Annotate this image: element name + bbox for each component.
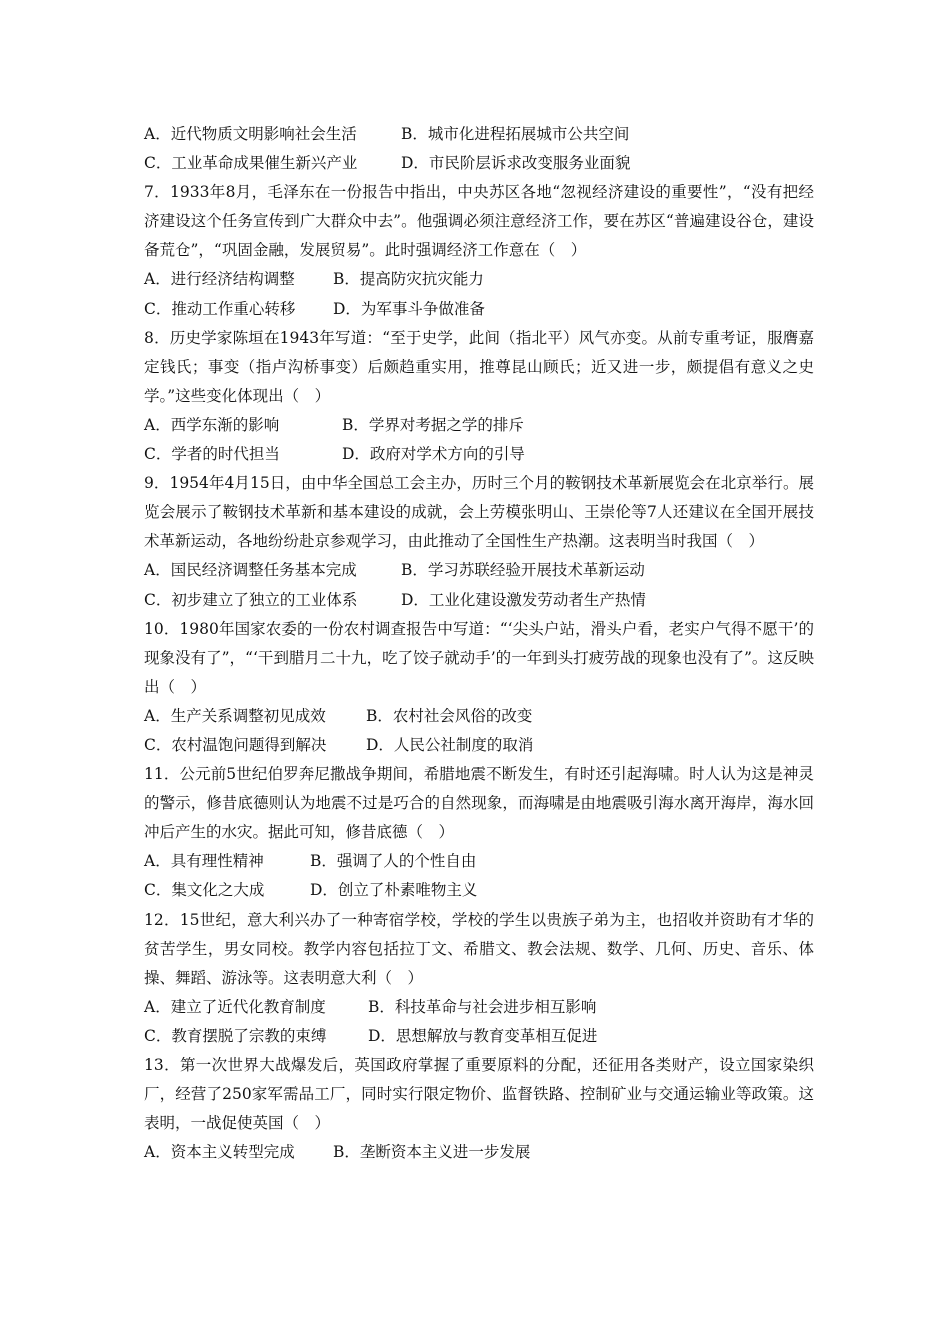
q8-options-row-2 [144, 440, 814, 469]
q8-option-a: A．西学东渐的影响 [144, 415, 280, 434]
q7-options-row-1 [144, 265, 814, 294]
q7-option-c: C．推动工作重心转移 [144, 299, 296, 318]
q6-option-b: B．城市化进程拓展城市公共空间 [401, 125, 630, 143]
q12-stem: 12．15世纪，意大利兴办了一种寄宿学校，学校的学生以贵族子弟为主，也招收并资助有才华的贫苦学生，男女同校。教学内容包括拉丁文、希腊文、教会法规、数学、几何、历史、音乐、体操、舞蹈、游泳等。这表明意大利（ ） [144, 910, 814, 987]
q7-option-d: D．为军事斗争做准备 [333, 299, 485, 318]
q9-option-b: B．学习苏联经验开展技术革新运动 [401, 561, 645, 580]
q12-option-d: D．思想解放与教育变革相互促进 [368, 1026, 598, 1045]
q6-option-c: C．工业革命成果催生新兴产业 [144, 154, 358, 173]
q11-option-b: B．强调了人的个性自由 [310, 852, 477, 871]
exam-page [144, 120, 814, 1167]
q9-option-d: D．工业化建设激发劳动者生产热情 [401, 590, 646, 609]
q13-option-a: A．资本主义转型完成 [144, 1143, 295, 1162]
q8-stem: 8．历史学家陈垣在1943年写道：“至于史学，此间（指北平）风气亦变。从前专重考证，服膺嘉定钱氏；事变（指卢沟桥事变）后颇趋重实用，推尊昆山顾氏；近又进一步，颇提倡有意义之史学。”这些变化体现出（ ） [144, 328, 814, 405]
q10-option-c: C．农村温饱问题得到解决 [144, 735, 327, 754]
q8-options-row-1 [144, 411, 814, 440]
q8-option-c: C．学者的时代担当 [144, 445, 280, 464]
q10-options-row-1 [144, 702, 814, 731]
q6-options-row-2 [144, 149, 814, 178]
q7-option-b: B．提高防灾抗灾能力 [333, 270, 484, 289]
q7-stem: 7．1933年8月，毛泽东在一份报告中指出，中央苏区各地“忽视经济建设的重要性”，“没有把经济建设这个任务宣传到广大群众中去”。他强调必须注意经济工作，要在苏区“普遍建设谷仓，建设备荒仓”，“巩固金融，发展贸易”。此时强调经济工作意在（ ） [144, 183, 814, 260]
q10-stem: 10．1980年国家农委的一份农村调查报告中写道：“‘尖头户站，滑头户看，老实户气得不愿干’的现象没有了”，“‘干到腊月二十九，吃了饺子就动手’的一年到头打疲劳战的现象也没有了”。这反映出（ ） [144, 619, 814, 696]
q7-options-row-2 [144, 295, 814, 324]
q13-options-row-1 [144, 1138, 814, 1167]
q12-options-row-1 [144, 993, 814, 1022]
q12-option-c: C．教育摆脱了宗教的束缚 [144, 1026, 327, 1045]
q9-stem: 9．1954年4月15日，由中华全国总工会主办，历时三个月的鞍钢技术革新展览会在北京举行。展览会展示了鞍钢技术革新和基本建设的成就，会上劳模张明山、王崇伦等7人还建议在全国开展技术革新运动，各地纷纷赴京参观学习，由此推动了全国性生产热潮。这表明当时我国（ ） [144, 474, 814, 551]
q11-option-d: D．创立了朴素唯物主义 [310, 881, 478, 900]
q6-option-d: D．市民阶层诉求改变服务业面貌 [401, 154, 631, 173]
q8-option-b: B．学界对考据之学的排斥 [342, 415, 524, 434]
q6-options-row-1 [144, 120, 814, 149]
q12-option-a: A．建立了近代化教育制度 [144, 997, 326, 1016]
q11-option-c: C．集文化之大成 [144, 881, 265, 900]
q10-option-b: B．农村社会风俗的改变 [366, 706, 533, 725]
q10-option-d: D．人民公社制度的取消 [366, 735, 534, 754]
q12-options-row-2 [144, 1022, 814, 1051]
q11-stem: 11．公元前5世纪伯罗奔尼撒战争期间，希腊地震不断发生，有时还引起海啸。时人认为这是神灵的警示，修昔底德则认为地震不过是巧合的自然现象，而海啸是由地震吸引海水离开海岸，海水回冲后产生的水灾。据此可知，修昔底德（ ） [144, 765, 814, 842]
q11-options-row-1 [144, 847, 814, 876]
q11-options-row-2 [144, 876, 814, 905]
q10-option-a: A．生产关系调整初见成效 [144, 706, 326, 725]
q13-stem: 13．第一次世界大战爆发后，英国政府掌握了重要原料的分配，还征用各类财产，设立国家染织厂，经营了250家军需品工厂，同时实行限定物价、监督铁路、控制矿业与交通运输业等政策。这表明，一战促使英国（ ） [144, 1056, 814, 1133]
q8-option-d: D．政府对学术方向的引导 [342, 445, 525, 464]
q7-option-a: A．进行经济结构调整 [144, 270, 295, 289]
q9-option-c: C．初步建立了独立的工业体系 [144, 590, 358, 609]
q9-options-row-1 [144, 556, 814, 585]
q12-option-b: B．科技革命与社会进步相互影响 [368, 997, 597, 1016]
q6-option-a: A．近代物质文明影响社会生活 [144, 125, 357, 143]
q10-options-row-2 [144, 731, 814, 760]
q9-options-row-2 [144, 586, 814, 615]
q9-option-a: A．国民经济调整任务基本完成 [144, 561, 357, 580]
q11-option-a: A．具有理性精神 [144, 852, 264, 871]
q13-option-b: B．垄断资本主义进一步发展 [333, 1143, 531, 1162]
